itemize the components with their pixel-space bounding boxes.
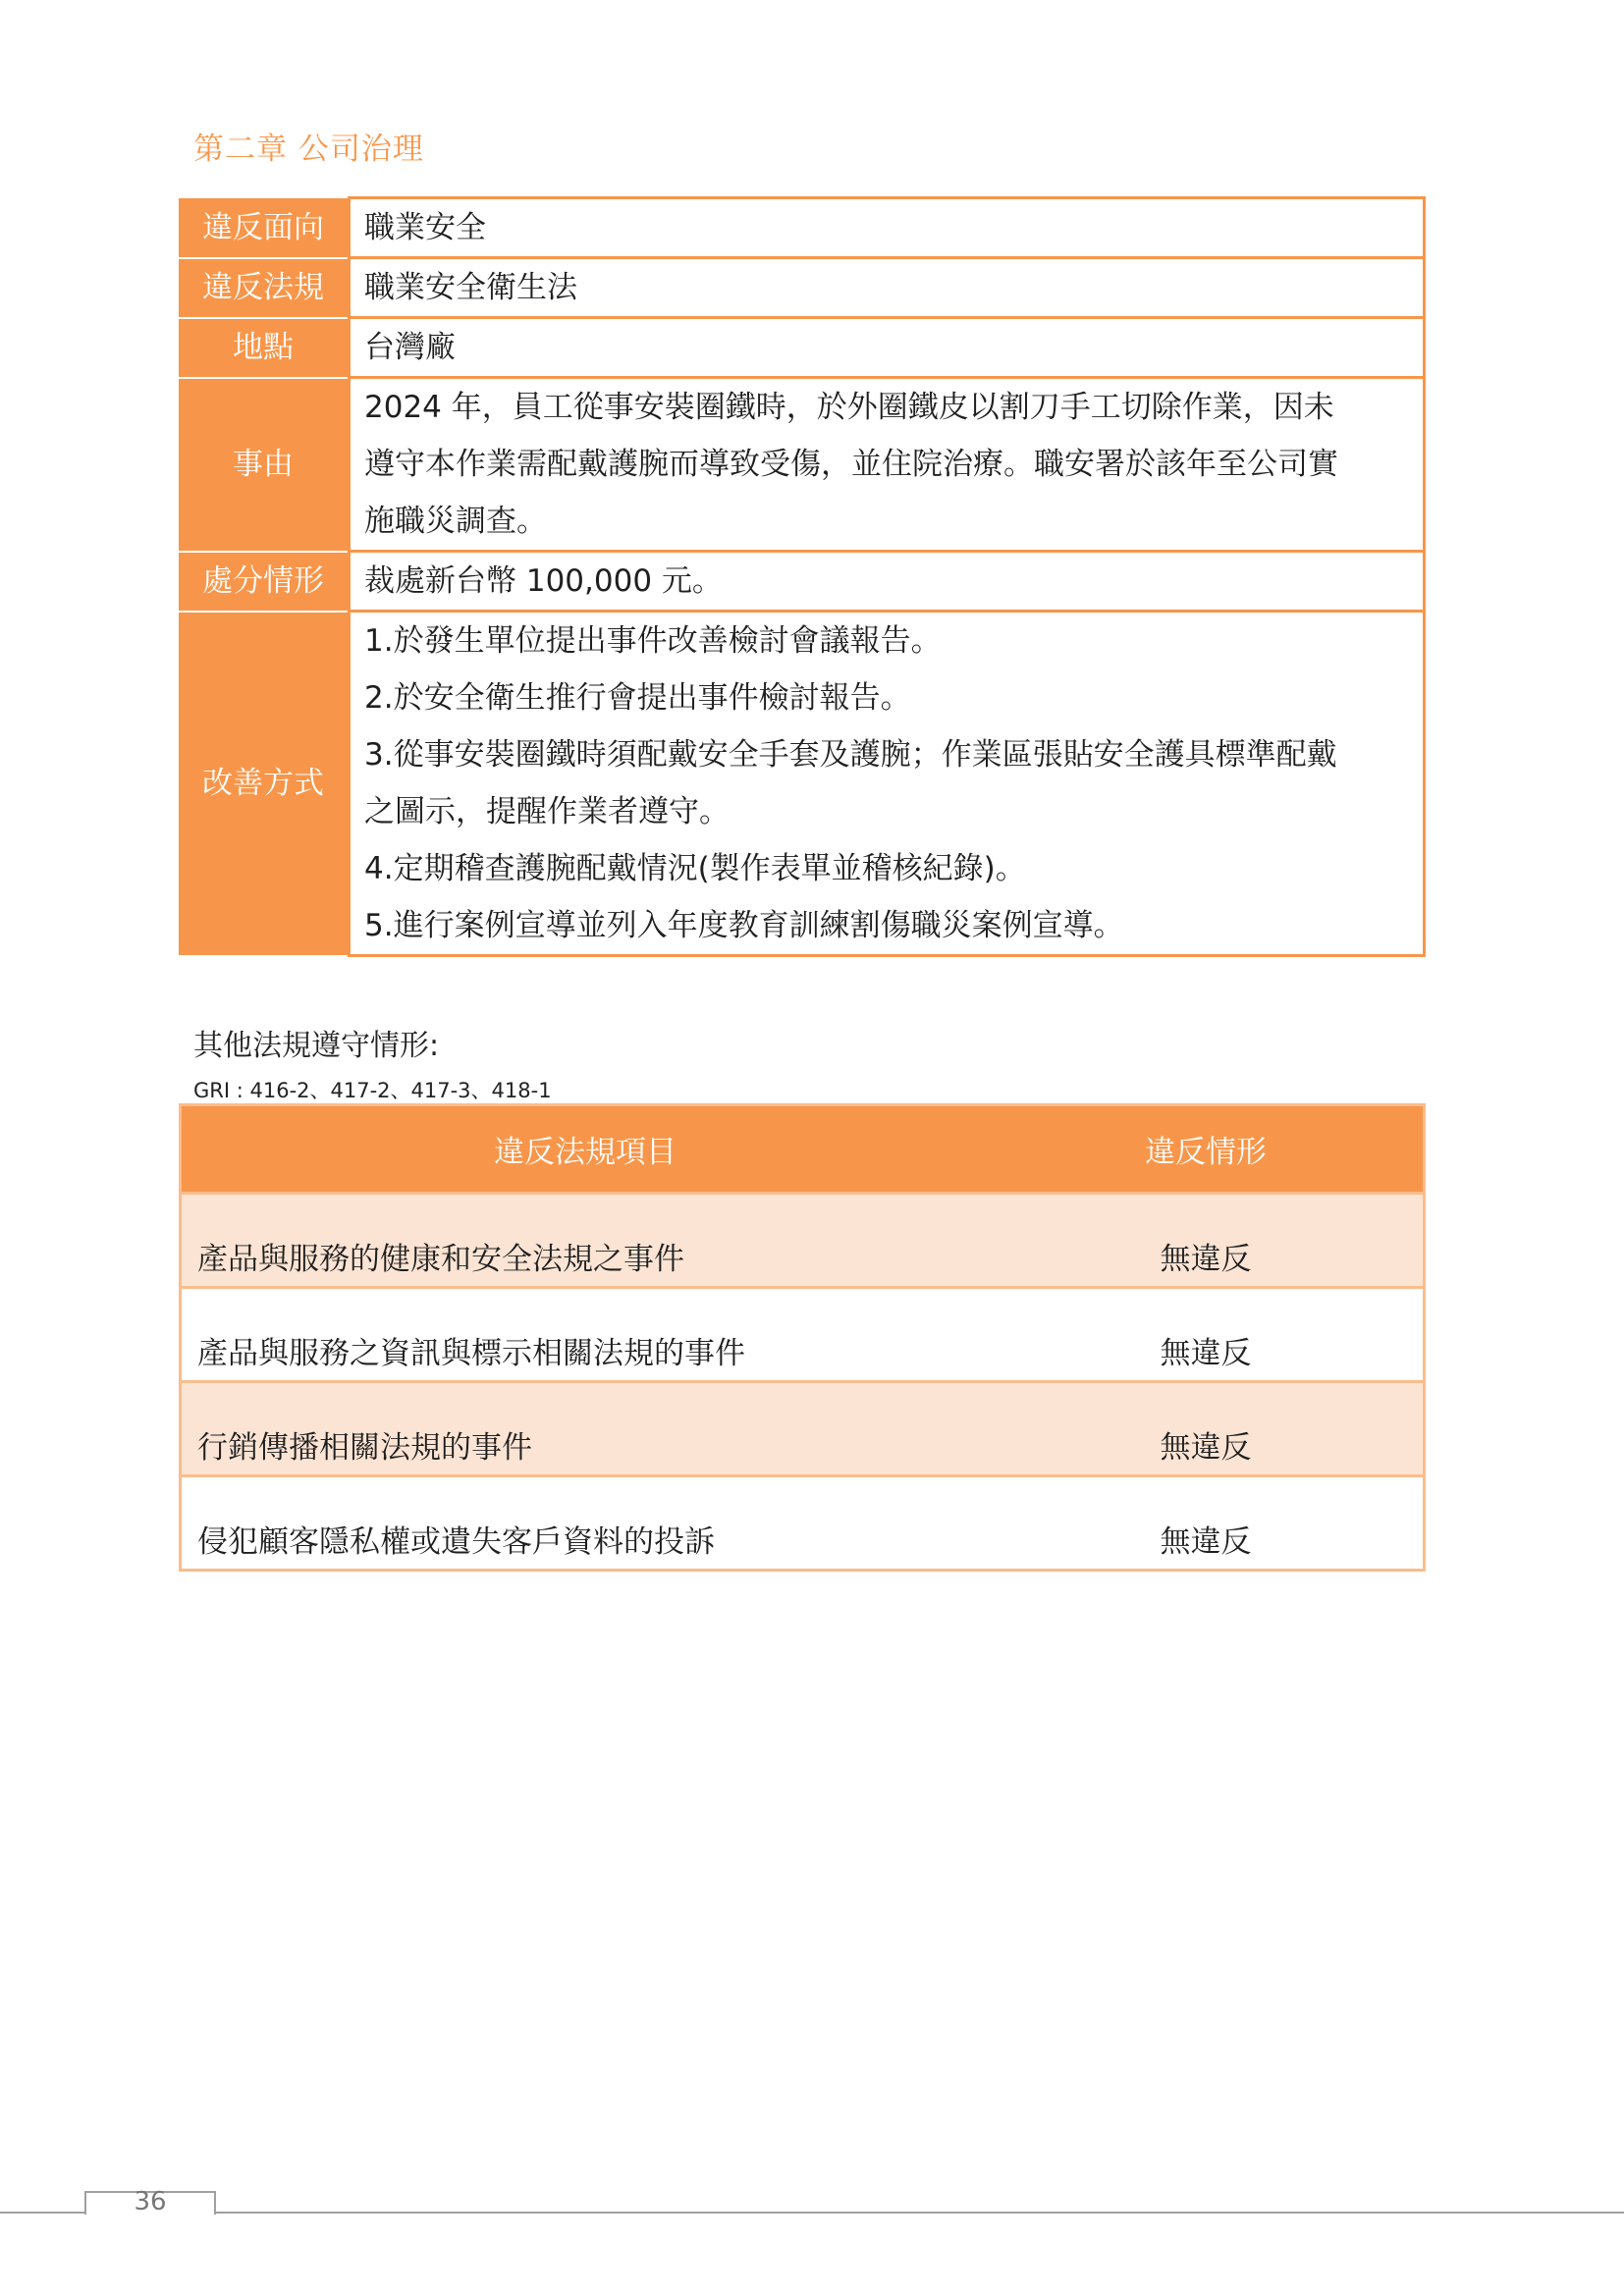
row-value <box>350 378 1425 552</box>
chapter-title: 第二章 公司治理 <box>193 132 424 167</box>
violation-row <box>179 258 1425 318</box>
value-line: 3.從事安裝圈鐵時須配戴安全手套及護腕；作業區張貼安全護具標準配戴 <box>364 737 1337 773</box>
row-value <box>350 318 1425 378</box>
gri-reference: GRI : 416-2、417-2、417-3、418-1 <box>193 1079 552 1102</box>
item-cell: 侵犯顧客隱私權或遺失客戶資料的投訴 <box>181 1476 990 1571</box>
value-line: 2024 年，員工從事安裝圈鐵時，於外圈鐵皮以割刀手工切除作業，因未 <box>364 390 1334 425</box>
value-line: 台灣廠 <box>364 330 456 365</box>
section-label: 其他法規遵守情形: <box>193 1029 440 1063</box>
table-row <box>181 1382 1425 1476</box>
value-line: 裁處新台幣 100,000 元。 <box>364 563 723 599</box>
footer-rule <box>0 2212 1624 2214</box>
row-value <box>350 258 1425 318</box>
status-cell: 無違反 <box>989 1288 1424 1382</box>
column-header: 違反法規項目 <box>181 1105 990 1194</box>
violation-row <box>179 552 1425 612</box>
value-line: 5.進行案例宣導並列入年度教育訓練割傷職災案例宣導。 <box>364 908 1124 943</box>
violation-row <box>179 318 1425 378</box>
row-value <box>350 198 1425 258</box>
violation-table <box>179 196 1426 957</box>
row-label: 事由 <box>179 378 350 552</box>
value-line: 職業安全衛生法 <box>364 270 577 305</box>
page-number: 36 <box>134 2187 167 2216</box>
table-header-row <box>181 1105 1425 1194</box>
table-row <box>181 1476 1425 1571</box>
compliance-table <box>179 1103 1426 1572</box>
row-value <box>350 552 1425 612</box>
item-cell: 行銷傳播相關法規的事件 <box>181 1382 990 1476</box>
status-cell: 無違反 <box>989 1476 1424 1571</box>
status-cell: 無違反 <box>989 1194 1424 1288</box>
row-label: 處分情形 <box>179 552 350 612</box>
value-line: 施職災調查。 <box>364 504 547 539</box>
item-cell: 產品與服務的健康和安全法規之事件 <box>181 1194 990 1288</box>
violation-row <box>179 378 1425 552</box>
item-cell: 產品與服務之資訊與標示相關法規的事件 <box>181 1288 990 1382</box>
violation-row <box>179 612 1425 956</box>
violation-row <box>179 198 1425 258</box>
value-line: 之圖示，提醒作業者遵守。 <box>364 794 730 829</box>
value-line: 2.於安全衛生推行會提出事件檢討報告。 <box>364 680 911 716</box>
value-line: 遵守本作業需配戴護腕而導致受傷，並住院治療。職安署於該年至公司實 <box>364 447 1338 482</box>
row-label: 違反法規 <box>179 258 350 318</box>
row-label: 違反面向 <box>179 198 350 258</box>
row-label: 改善方式 <box>179 612 350 956</box>
value-line: 職業安全 <box>364 210 486 245</box>
status-cell: 無違反 <box>989 1382 1424 1476</box>
row-label: 地點 <box>179 318 350 378</box>
value-line: 4.定期稽查護腕配戴情況(製作表單並稽核紀錄)。 <box>364 851 1026 886</box>
column-header: 違反情形 <box>989 1105 1424 1194</box>
table-row <box>181 1288 1425 1382</box>
value-line: 1.於發生單位提出事件改善檢討會議報告。 <box>364 623 942 659</box>
table-row <box>181 1194 1425 1288</box>
row-value <box>350 612 1425 956</box>
